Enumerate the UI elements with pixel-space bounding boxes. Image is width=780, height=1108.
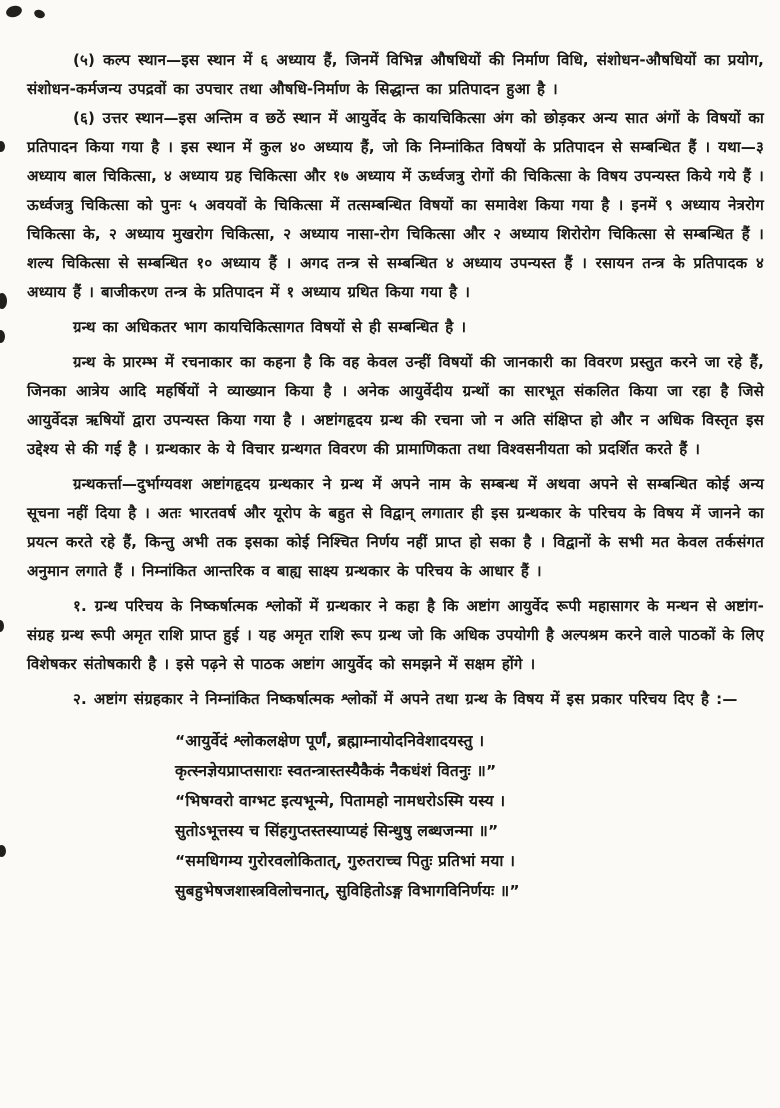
scan-artifact bbox=[0, 620, 4, 632]
paragraph-kalpa-sthana: (५) कल्प स्थान—इस स्थान में ६ अध्याय हैं, जिनमें विभिन्न औषधियों की निर्माण विधि, संशोधन-औषधियों का प्रयोग, संशोधन-कर्मजन्य उपद्रवों का उपचार तथा औषधि-निर्माण के सिद्धान्त का प्रतिपादन हुआ है । bbox=[27, 51, 764, 98]
scan-artifact bbox=[5, 4, 23, 19]
verse-line: “आयुर्वेदं श्लोकलक्षेण पूर्णं, ब्रह्माम्नायोदनिवेशादयस्तु । bbox=[175, 732, 485, 750]
verse-line: कृत्स्नज्ञेयप्राप्तसाराः स्वतन्त्रास्तस्यैकैकं नैकधंशं वितनुः ॥” bbox=[175, 762, 497, 780]
page-body-text bbox=[27, 46, 764, 906]
verse-line: सुतोऽभूत्तस्य च सिंहगुप्तस्तस्याप्यहं सिन्धुषु लब्धजन्मा ॥” bbox=[175, 822, 499, 840]
verse-line: “भिषग्वरो वाग्भट इत्यभून्मे, पितामहो नामधरोऽस्मि यस्य । bbox=[175, 792, 506, 810]
paragraph-granthakarta: ग्रन्थकर्त्ता—दुर्भाग्यवश अष्टांगहृदय ग्रन्थकार ने ग्रन्थ में अपने नाम के सम्बन्ध में अथवा अपने से सम्बन्धित कोई अन्य सूचना नहीं दिया है । अतः भारतवर्ष और यूरोप के बहुत से विद्वान् लगातार ही इस ग्रन्थकार के परिचय के विषय में जानने का प्रयत्न करते रहे हैं, किन्तु अभी तक इसका कोई निश्चित निर्णय नहीं प्राप्त हो सका है । विद्वानों के सभी मत केवल तर्कसंगत अनुमान लगाते हैं । निम्नांकित आन्तरिक व बाह्य साक्ष्य ग्रन्थकार के परिचय के आधार हैं । bbox=[27, 475, 764, 580]
paragraph-point-1: १. ग्रन्थ परिचय के निष्कर्षात्मक श्लोकों में ग्रन्थकार ने कहा है कि अष्टांग आयुर्वेद रूपी महासागर के मन्थन से अष्टांग-संग्रह ग्रन्थ रूपी अमृत राशि प्राप्त हुई । यह अमृत राशि रूप ग्रन्थ जो कि अधिक उपयोगी है अल्पश्रम करने वाले पाठकों के लिए विशेषकर संतोषकारी है । इसे पढ़ने से पाठक अष्टांग आयुर्वेद को समझने में सक्षम होंगे । bbox=[27, 597, 764, 673]
scan-artifact bbox=[0, 845, 6, 857]
paragraph-uttara-sthana: (६) उत्तर स्थान—इस अन्तिम व छठें स्थान में आयुर्वेद के कायचिकित्सा अंग को छोड़कर अन्य सात अंगों के विषयों का प्रतिपादन किया गया है । इस स्थान में कुल ४० अध्याय हैं, जो कि निम्नांकित विषयों के प्रतिपादन से सम्बन्धित हैं । यथा—३ अध्याय बाल चिकित्सा, ४ अध्याय ग्रह चिकित्सा और १७ अध्याय में ऊर्ध्वजत्रु रोगों की चिकित्सा के विषय उपन्यस्त किये गये हैं । ऊर्ध्वजत्रु चिकित्सा को पुनः ५ अवयवों के चिकित्सा में तत्सम्बन्धित विषयों का समावेश किया गया है । इनमें ९ अध्याय नेत्ररोग चिकित्सा के, २ अध्याय मुखरोग चिकित्सा, २ अध्याय नासा-रोग चिकित्सा और २ अध्याय शिरोरोग चिकित्सा से सम्बन्धित हैं । शल्य चिकित्सा से सम्बन्धित १० अध्याय हैं । अगद तन्त्र से सम्बन्धित ४ अध्याय उपन्यस्त हैं । रसायन तन्त्र के प्रतिपादक ४ अध्याय हैं । बाजीकरण तन्त्र के प्रतिपादन में १ अध्याय ग्रथित किया गया है । bbox=[27, 109, 764, 301]
scan-artifact bbox=[33, 8, 46, 19]
scan-artifact bbox=[0, 141, 5, 152]
paragraph-granth-bhag: ग्रन्थ का अधिकतर भाग कायचिकित्सागत विषयों से ही सम्बन्धित है । bbox=[73, 318, 467, 336]
paragraph-point-2: २. अष्टांग संग्रहकार ने निम्नांकित निष्कर्षात्मक श्लोकों में अपने तथा ग्रन्थ के विषय में इस प्रकार परिचय दिए है :— bbox=[73, 690, 738, 708]
shloka-block bbox=[175, 726, 764, 906]
verse-line: “समधिगम्य गुरोरवलोकितात्, गुरुतराच्च पितुः प्रतिभां मया । bbox=[175, 852, 516, 870]
scan-artifact bbox=[0, 293, 7, 309]
verse-line: सुबहुभेषजशास्त्रविलोचनात्, सुविहितोऽङ्ग विभागविनिर्णयः ॥” bbox=[175, 882, 520, 900]
paragraph-granth-prarambh: ग्रन्थ के प्रारम्भ में रचनाकार का कहना है कि वह केवल उन्हीं विषयों की जानकारी का विवरण प्रस्तुत करने जा रहे हैं, जिनका आत्रेय आदि महर्षियों ने व्याख्यान किया है । अनेक आयुर्वेदीय ग्रन्थों का सारभूत संकलित किया जा रहा है जिसे आयुर्वेदज्ञ ऋषियों द्वारा उपन्यस्त किया गया है । अष्टांगहृदय ग्रन्थ की रचना जो न अति संक्षिप्त हो और न अधिक विस्तृत इस उद्देश्य से की गई है । ग्रन्थकार के ये विचार ग्रन्थगत विवरण की प्रामाणिकता तथा विश्वसनीयता को प्रदर्शित करते हैं । bbox=[27, 353, 764, 458]
scan-artifact bbox=[0, 330, 5, 343]
